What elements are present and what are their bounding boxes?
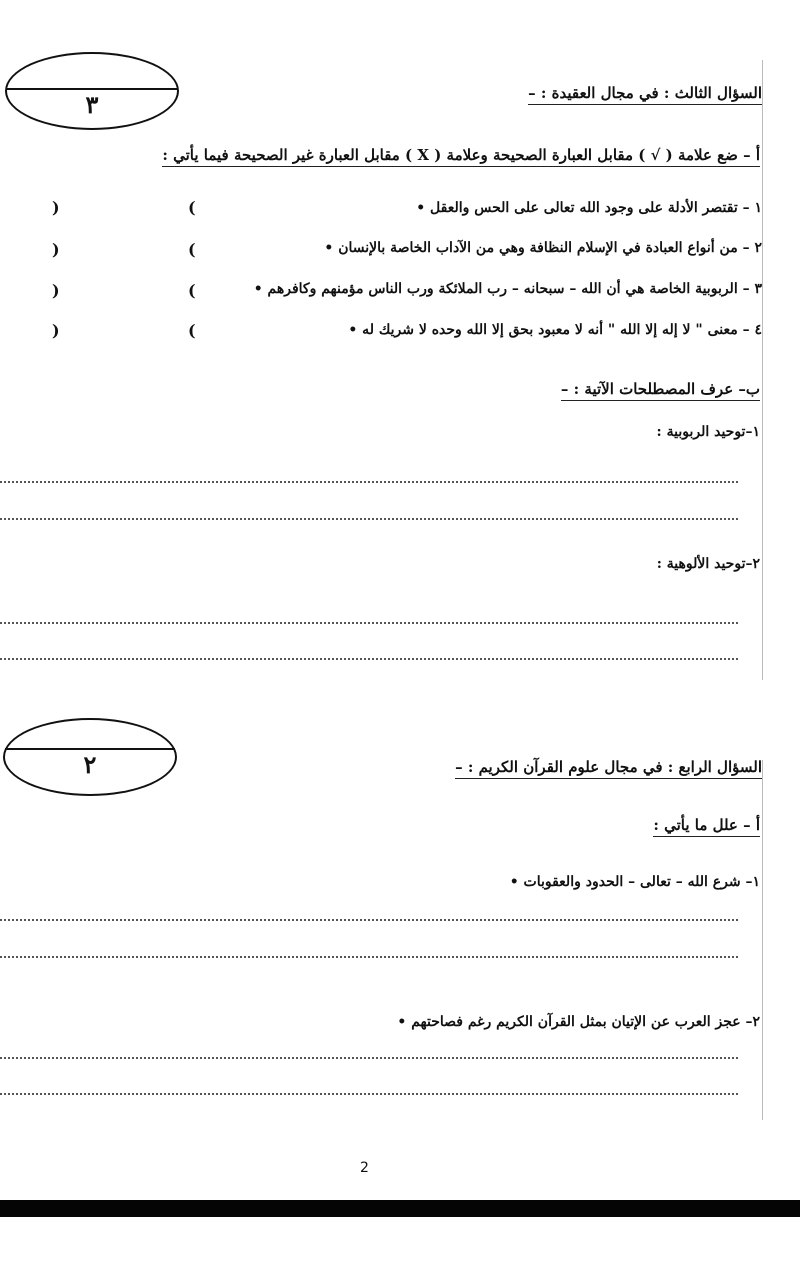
question-4-item-1: ١– شرع الله – تعالى – الحدود والعقوبات •	[509, 874, 760, 890]
question-3-item-4: ٤ – معنى " لا إله إلا الله " أنه لا معبود بحق إلا الله وحده لا شريك له •	[348, 322, 762, 338]
answer-bracket-close: )	[52, 240, 60, 259]
answer-bracket-close: )	[52, 198, 60, 217]
answer-bracket-open: (	[188, 198, 196, 217]
margin-line	[762, 760, 763, 1120]
term-2-label: ٢–توحيد الألوهية :	[656, 556, 760, 572]
score-oval-mark: ٢	[83, 750, 97, 779]
answer-bracket-open: (	[188, 240, 196, 259]
score-oval	[3, 718, 177, 796]
answer-line	[0, 658, 738, 660]
answer-bracket-open: (	[188, 321, 196, 340]
answer-line	[0, 518, 738, 520]
question-3-title: السؤال الثالث : في مجال العقيدة : –	[528, 84, 762, 102]
answer-line	[0, 919, 738, 921]
question-3-item-3: ٣ – الربوبية الخاصة هي أن الله – سبحانه – رب الملائكة ورب الناس مؤمنهم وكافرهم •	[253, 281, 762, 297]
scan-border	[0, 1200, 800, 1217]
question-4-title: السؤال الرابع : في مجال علوم القرآن الكريم : –	[455, 758, 762, 776]
score-oval-mark: ٣	[85, 90, 99, 119]
answer-bracket-close: )	[52, 281, 60, 300]
answer-bracket-close: )	[52, 321, 60, 340]
term-1-label: ١–توحيد الربوبية :	[656, 424, 760, 440]
question-4-part-a-title: أ – علل ما يأتي :	[653, 816, 760, 834]
margin-line	[762, 60, 763, 680]
answer-line	[0, 622, 738, 624]
question-3-item-1: ١ – تقتصر الأدلة على وجود الله تعالى على الحس والعقل •	[416, 200, 762, 216]
answer-line	[0, 1093, 738, 1095]
answer-line	[0, 1057, 738, 1059]
question-3-item-2: ٢ – من أنواع العبادة في الإسلام النظافة وهي من الآداب الخاصة بالإنسان •	[324, 240, 762, 256]
page-number: 2	[360, 1160, 369, 1176]
question-3-part-a-instruction: أ – ضع علامة ( √ ) مقابل العبارة الصحيحة وعلامة ( X ) مقابل العبارة غير الصحيحة فيما يأتي :	[162, 146, 760, 164]
answer-bracket-open: (	[188, 281, 196, 300]
answer-line	[0, 956, 738, 958]
question-4-item-2: ٢– عجز العرب عن الإتيان بمثل القرآن الكريم رغم فصاحتهم •	[397, 1014, 760, 1030]
score-oval	[5, 52, 179, 130]
question-3-part-b-title: ب– عرف المصطلحات الآتية : –	[561, 380, 760, 398]
answer-line	[0, 481, 738, 483]
